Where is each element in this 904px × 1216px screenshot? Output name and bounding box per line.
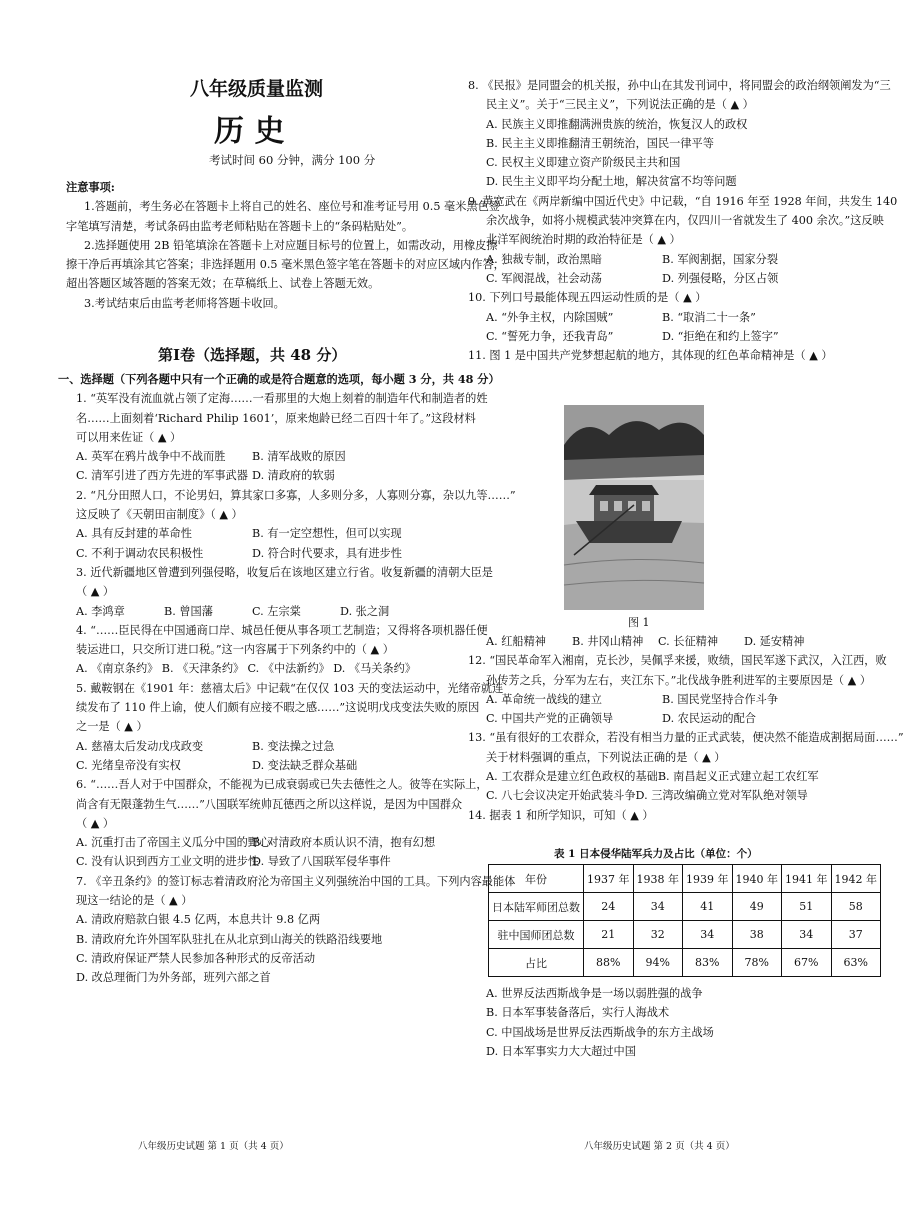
option: A. 工农群众是建立红色政权的基础 xyxy=(486,770,658,784)
question-4 xyxy=(58,621,488,679)
question-stem: 7. 《辛丑条约》的签订标志着清政府沦为帝国主义列强统治中国的工具。下列内容最能体 xyxy=(76,874,516,888)
option: C. 光绪皇帝没有实权 xyxy=(76,758,181,772)
option: D. 《马关条约》 xyxy=(333,662,417,676)
option: B. 国民党坚持合作斗争 xyxy=(662,692,779,706)
question-14 xyxy=(468,806,806,825)
option: C. 清军引进了西方先进的军事武器 xyxy=(76,469,248,483)
option: C. 左宗棠 xyxy=(252,604,301,618)
table-cell: 78% xyxy=(732,949,782,977)
question-12 xyxy=(468,651,887,728)
question-stem: 1. “英军没有流血就占领了定海……一看那里的大炮上刻着的制造年代和制造者的姓 xyxy=(76,392,488,406)
table-cell: 67% xyxy=(782,949,832,977)
table-cell: 37 xyxy=(831,921,881,949)
option: D. 延安精神 xyxy=(744,635,805,648)
question-3 xyxy=(58,563,493,621)
table-header-cell: 1937 年 xyxy=(584,865,634,893)
option: C. 军阀混战，社会动荡 xyxy=(486,271,602,285)
section-instruction: 一、选择题（下列各题中只有一个正确的或是符合题意的选项，每小题 3 分，共 48 分） xyxy=(58,372,500,386)
option: C. 长征精神 xyxy=(658,635,719,648)
question-13 xyxy=(468,728,904,805)
red-boat-photo xyxy=(564,405,704,610)
table-cell: 21 xyxy=(584,921,634,949)
option: D. 民生主义即平均分配土地，解决贫富不均等问题 xyxy=(486,175,737,189)
option: B. 曾国藩 xyxy=(164,604,213,618)
grade-title: 八年级质量监测 xyxy=(190,78,324,100)
table-cell: 34 xyxy=(633,893,683,921)
option: A. 独裁专制，政治黑暗 xyxy=(486,252,602,266)
notes-heading: 注意事项: xyxy=(66,180,115,194)
question-stem: 续发布了 110 件上谕，使人们颇有应接不暇之感……”这说明戊戌变法失败的原因 xyxy=(76,701,480,715)
option: B. 井冈山精神 xyxy=(572,635,644,648)
option: A. 沉重打击了帝国主义瓜分中国的野心 xyxy=(76,836,271,850)
option: D. 三湾改编确立党对军队绝对领导 xyxy=(635,789,808,803)
subject-title: 历 史 xyxy=(214,114,285,149)
option: A. “外争主权，内除国贼” xyxy=(486,310,614,324)
question-stem: 8. 《民报》是同盟会的机关报，孙中山在其发刊词中，将同盟会的政治纲领阐发为“三 xyxy=(468,79,891,92)
table-header-cell: 1941 年 xyxy=(782,865,832,893)
question-8 xyxy=(468,76,891,192)
note-line: 超出答题区域答题的答案无效；在草稿纸上、试卷上答题无效。 xyxy=(66,277,380,291)
question-11 xyxy=(468,346,833,365)
question-stem: 之一是（ ▲ ） xyxy=(76,720,148,734)
option: A. 英军在鸦片战争中不战而胜 xyxy=(76,450,226,464)
option: C. 不利于调动农民积极性 xyxy=(76,546,204,560)
table-cell: 94% xyxy=(633,949,683,977)
question-stem: 9. 黄宽武在《两岸新编中国近代史》中记载，“自 1916 年至 1928 年间，共发生 140 xyxy=(468,194,898,208)
option: A. 世界反法西斯战争是一场以弱胜强的战争 xyxy=(486,987,703,1000)
option: C. 《中法新约》 xyxy=(247,662,330,676)
option: B. 《天津条约》 xyxy=(161,662,245,676)
option: C. “誓死力争，还我青岛” xyxy=(486,329,614,343)
question-stem: 2. “凡分田照人口，不论男妇，算其家口多寡，人多则分多，人寡则分寡，杂以九等……” xyxy=(76,488,516,502)
option: B. 军阀割据，国家分裂 xyxy=(662,252,779,266)
question-6 xyxy=(58,775,488,871)
option: B. 南昌起义正式建立起工农红军 xyxy=(657,770,819,784)
option: A. 清政府赔款白银 4.5 亿两，本息共计 9.8 亿两 xyxy=(76,913,321,927)
table-cell: 34 xyxy=(782,921,832,949)
option: A. 民族主义即推翻满洲贵族的统治，恢复汉人的政权 xyxy=(486,117,748,131)
table-cell: 88% xyxy=(584,949,634,977)
japan-army-table xyxy=(488,864,881,977)
option: D. 符合时代要求，具有进步性 xyxy=(252,546,402,560)
option: C. 没有认识到西方工业文明的进步性 xyxy=(76,855,260,869)
option: B. 日本军事装备落后，实行人海战术 xyxy=(486,1006,670,1020)
option: D. “拒绝在和约上签字” xyxy=(662,329,779,343)
table-row xyxy=(489,921,881,949)
question-7 xyxy=(58,872,516,988)
option: D. 日本军事实力大大超过中国 xyxy=(486,1044,636,1058)
table-cell: 24 xyxy=(584,893,634,921)
question-9 xyxy=(468,192,898,288)
option: D. 张之洞 xyxy=(340,604,390,618)
option: A. 《南京条约》 xyxy=(76,662,159,676)
question-5 xyxy=(58,679,504,775)
table-row xyxy=(489,949,881,977)
question-stem: 可以用来佐证（ ▲ ） xyxy=(76,430,182,444)
option: B. 变法操之过急 xyxy=(252,739,335,753)
option: B. 对清政府本质认识不清，抱有幻想 xyxy=(252,836,436,850)
question-stem: 6. “……吾人对于中国群众，不能视为已成衰弱或已失去德性之人。彼等在实际上， xyxy=(76,778,488,792)
question-stem: （ ▲ ） xyxy=(76,816,115,830)
note-line: 1.答题前，考生务必在答题卡上将自己的姓名、座位号和准考证号用 0.5 毫米黑色签 xyxy=(84,200,500,214)
page-footer: 八年级历史试题 第 2 页（共 4 页） xyxy=(584,1141,735,1152)
option: C. 清政府保证严禁人民参加各种形式的反帝活动 xyxy=(76,951,316,965)
question-stem: 10. 下列口号最能体现五四运动性质的是（ ▲ ） xyxy=(468,291,707,305)
question-1 xyxy=(58,389,488,485)
questions-right-top xyxy=(468,76,898,365)
table-header-cell: 1939 年 xyxy=(683,865,733,893)
option: A. 慈禧太后发动戊戌政变 xyxy=(76,739,204,753)
option: B. 清政府允许外国军队驻扎在从北京到山海关的铁路沿线要地 xyxy=(76,932,383,946)
option: A. 李鸿章 xyxy=(76,604,125,618)
option: D. 变法缺乏群众基础 xyxy=(252,758,358,772)
table-cell: 日本陆军师团总数 xyxy=(489,893,584,921)
question-stem: 5. 戴鞍钢在《1901 年：慈禧太后》中记载“在仅仅 103 天的变法运动中，光绪帝就连 xyxy=(76,681,504,695)
notes-block xyxy=(66,178,505,313)
question-stem: 3. 近代新疆地区曾遭到列强侵略，收复后在该地区建立行省。收复新疆的清朝大臣是 xyxy=(76,565,493,579)
question-stem: 北洋军阀统治时期的政治特征是（ ▲ ） xyxy=(486,233,681,247)
note-line: 3.考试结束后由监考老师将答题卡收回。 xyxy=(84,296,285,310)
figure-caption: 图 1 xyxy=(628,616,650,629)
option: C. 中国战场是世界反法西斯战争的东方主战场 xyxy=(486,1025,714,1039)
option: B. 民主主义即推翻清王朝统治，国民一律平等 xyxy=(486,136,714,150)
option: D. 农民运动的配合 xyxy=(662,712,756,726)
option: D. 改总理衙门为外务部，班列六部之首 xyxy=(76,971,271,985)
question-stem: 孙传芳之兵，分军为左右，夹江东下。”北伐战争胜利进军的主要原因是（ ▲ ） xyxy=(486,673,872,687)
option: D. 导致了八国联军侵华事件 xyxy=(252,855,391,869)
option: A. 红船精神 xyxy=(486,635,546,648)
table-header-cell: 1940 年 xyxy=(732,865,782,893)
question-stem: 民主义”。关于“三民主义”，下列说法正确的是（ ▲ ） xyxy=(486,98,754,112)
question-stem: 尚含有无限蓬勃生气……”八国联军统帅瓦德西之所以这样说，是因为中国群众 xyxy=(76,797,463,811)
question-stem: 余次战争，如将小规模武装冲突算在内，仅四川一省就发生了 400 余次。”这反映 xyxy=(486,214,884,228)
table-header-cell: 1942 年 xyxy=(831,865,881,893)
option: C. 中国共产党的正确领导 xyxy=(486,712,614,726)
table-cell: 驻中国师团总数 xyxy=(489,921,584,949)
table-cell: 占比 xyxy=(489,949,584,977)
option: B. 有一定空想性，但可以实现 xyxy=(252,527,402,541)
question-stem: 13. “虽有很好的工农群众，若没有相当力量的正式武装，便决然不能造成割据局面……” xyxy=(468,731,904,745)
option: A. 具有反封建的革命性 xyxy=(76,527,192,541)
table-cell: 63% xyxy=(831,949,881,977)
table-header-cell: 年份 xyxy=(489,865,584,893)
option: C. 民权主义即建立资产阶级民主共和国 xyxy=(486,156,681,170)
table-cell: 49 xyxy=(732,893,782,921)
section-title: 第Ⅰ卷（选择题，共 48 分） xyxy=(158,346,347,364)
question-2 xyxy=(58,486,516,563)
question-stem: 现这一结论的是（ ▲ ） xyxy=(76,894,193,908)
table-cell: 41 xyxy=(683,893,733,921)
exam-info: 考试时间 60 分钟，满分 100 分 xyxy=(209,153,376,167)
question-stem: 关于材料强调的重点，下列说法正确的是（ ▲ ） xyxy=(486,750,726,764)
question-stem: 装运进口，只交所订进口税。”这一内容属于下列条约中的（ ▲ ） xyxy=(76,643,394,657)
table-header-cell: 1938 年 xyxy=(633,865,683,893)
table-cell: 83% xyxy=(683,949,733,977)
note-line: 2.选择题使用 2B 铅笔填涂在答题卡上对应题目标号的位置上，如需改动，用橡皮擦 xyxy=(84,238,498,252)
page-footer: 八年级历史试题 第 1 页（共 4 页） xyxy=(138,1141,289,1152)
table-cell: 58 xyxy=(831,893,881,921)
question-stem: 这反映了《天朝田亩制度》（ ▲ ） xyxy=(76,508,243,522)
question-stem: 11. 图 1 是中国共产党梦想起航的地方，其体现的红色革命精神是（ ▲ ） xyxy=(468,349,833,363)
questions-right-bottom xyxy=(468,632,904,825)
question-14-options xyxy=(468,984,806,1061)
table-cell: 51 xyxy=(782,893,832,921)
option: B. “取消二十一条” xyxy=(662,310,756,324)
note-line: 字笔填写清楚，考试条码由监考老师粘贴在答题卡上的“条码粘贴处”。 xyxy=(66,219,414,233)
option: C. 八七会议决定开始武装斗争 xyxy=(486,789,636,803)
table-cell: 38 xyxy=(732,921,782,949)
question-stem: 名……上面刻着‘Richard Philip 1601’，原来炮龄已经二百四十年了。”这段材料 xyxy=(76,411,476,425)
option: D. 清政府的软弱 xyxy=(252,469,335,483)
option: B. 清军战败的原因 xyxy=(252,450,346,464)
question-10 xyxy=(468,288,806,346)
option: D. 列强侵略，分区占领 xyxy=(662,271,779,285)
table-cell: 32 xyxy=(633,921,683,949)
question-stem: 14. 据表 1 和所学知识，可知（ ▲ ） xyxy=(468,808,654,822)
table-caption: 表 1 日本侵华陆军兵力及占比（单位：个） xyxy=(554,848,758,860)
note-line: 擦干净后再填涂其它答案；非选择题用 0.5 毫米黑色签字笔在答题卡的对应区域内作答， xyxy=(66,258,505,272)
option: A. 革命统一战线的建立 xyxy=(486,692,602,706)
table-row xyxy=(489,893,881,921)
table-header-row xyxy=(489,865,881,893)
question-stem: 12. “国民革命军入湘南，克长沙，吴佩孚来援，败绩，国民军遂下武汉，入江西，败 xyxy=(468,654,887,668)
question-stem: 4. “……臣民得在中国通商口岸、城邑任便从事各项工艺制造；又得将各项机器任便 xyxy=(76,623,488,637)
question-stem: （ ▲ ） xyxy=(76,585,115,599)
table-cell: 34 xyxy=(683,921,733,949)
